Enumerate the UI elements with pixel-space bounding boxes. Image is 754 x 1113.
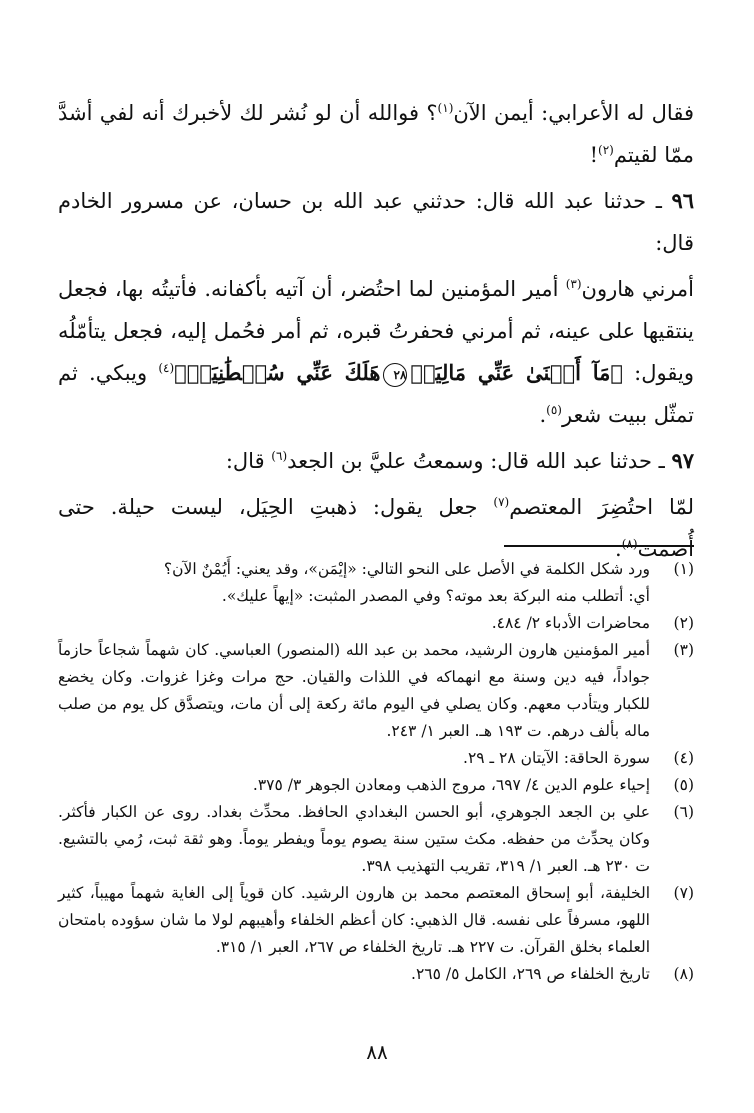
paragraph-97 bbox=[58, 440, 694, 482]
footnote-number: (٨) bbox=[673, 965, 694, 983]
footnote-5 bbox=[58, 772, 694, 799]
quran-verse: هَلَكَ عَنِّي سُلۡطَٰنِيَهۡ﴾ bbox=[174, 360, 381, 385]
footnote-number: (١) bbox=[673, 560, 694, 578]
quran-verse: ﴿مَآ أَغۡنَىٰ عَنِّي مَالِيَهۡ bbox=[410, 360, 623, 385]
footnote-number: (٧) bbox=[673, 884, 694, 902]
footnote-text: علي بن الجعد الجوهري، أبو الحسن البغدادي الحافظ. محدِّث بغداد. روى عن الكبار فأكثر. وكان يحدِّث من حفظه. مكث ستين سنة يصوم يوماً ويفطر يوماً. وهو ثقة ثبت، رُمي بالتشيع. ت ٢٣٠ هـ. العبر ١/ ٣١٩، تقريب التهذيب ٣٩٨. bbox=[58, 803, 650, 875]
text-run: ـ حدثنا عبد الله قال: حدثني عبد الله بن حسان، عن مسرور الخادم قال: bbox=[58, 189, 694, 255]
footnote-ref-5[interactable]: (٥) bbox=[546, 403, 562, 417]
text-run: أمرني هارون bbox=[581, 277, 694, 301]
text-run: قال: bbox=[225, 449, 272, 473]
footnote-2 bbox=[58, 610, 694, 637]
footnote-ref-4[interactable]: (٤) bbox=[158, 361, 175, 375]
text-run: أمير المؤمنين لما احتُضر، أن آتيه بأكفانه. فأتيتُه بها، فجعل ينتقيها على عينه، ثم أمرني فحفرتُ قبره، ثم أمر فحُمل إليه، فجعل يتأمّلُه ويقول: bbox=[58, 277, 694, 385]
footnote-text: الخليفة، أبو إسحاق المعتصم محمد بن هارون الرشيد. كان قوياً إلى الغاية شهماً مهيباً، كثير اللهو، مسرفاً على نفسه. قال الذهبي: كان أعظم الخلفاء وأهيبهم لولا ما شان سؤوده بامتحان العلماء بخلق القرآن. ت ٢٢٧ هـ. تاريخ الخلفاء ص ٢٦٧، العبر ١/ ٣١٥. bbox=[58, 884, 650, 956]
footnote-ref-2[interactable]: (٢) bbox=[598, 143, 614, 157]
page-number: ٨٨ bbox=[366, 1040, 388, 1064]
footnote-ref-6[interactable]: (٦) bbox=[271, 449, 288, 463]
footnote-4 bbox=[58, 745, 694, 772]
footnote-text: محاضرات الأدباء ٢/ ٤٨٤. bbox=[491, 614, 650, 632]
footnote-text: سورة الحاقة: الآيتان ٢٨ ـ ٢٩. bbox=[463, 749, 650, 767]
footnote-number: (٦) bbox=[673, 803, 694, 821]
text-run: ؟ فوالله أن لو نُشر لك لأخبرك أنه لفي أشدَّ ممّا لقيتم bbox=[58, 101, 694, 167]
footnote-separator bbox=[504, 545, 694, 547]
main-text bbox=[58, 92, 694, 570]
text-run: . bbox=[615, 537, 622, 561]
footnote-ref-1[interactable]: (١) bbox=[437, 101, 454, 115]
footnote-number: (٣) bbox=[673, 641, 694, 659]
footnote-ref-8[interactable]: (٨) bbox=[621, 537, 638, 551]
narration-number: ٩٦ bbox=[671, 188, 694, 213]
text-run: لمّا احتُضِرَ المعتصم bbox=[509, 495, 694, 519]
footnote-text: تاريخ الخلفاء ص ٢٦٩، الكامل ٥/ ٢٦٥. bbox=[411, 965, 650, 983]
footnote-line: أي: أتطلب منه البركة بعد موته؟ وفي المصدر المثبت: «إيهاً عليك». bbox=[221, 587, 650, 605]
footnote-6 bbox=[58, 799, 694, 880]
text-run: ويبكي. ثم تمثّل ببيت شعر bbox=[58, 361, 694, 427]
paragraph-96 bbox=[58, 180, 694, 264]
footnote-8 bbox=[58, 961, 694, 988]
paragraph-3 bbox=[58, 268, 694, 436]
text-run: ـ حدثنا عبد الله قال: وسمعتُ عليَّ بن الجعد bbox=[287, 449, 672, 473]
page-body bbox=[58, 92, 694, 570]
text-run: ! bbox=[589, 143, 599, 167]
footnote-number: (٥) bbox=[673, 776, 694, 794]
footnote-ref-7[interactable]: (٧) bbox=[493, 495, 510, 509]
footnote-line: ورد شكل الكلمة في الأصل على النحو التالي: «إيْمَن»، وقد يعني: أَيُمْنٌ الآن؟ bbox=[163, 560, 650, 578]
footnote-3 bbox=[58, 637, 694, 745]
footnote-text: أمير المؤمنين هارون الرشيد، محمد بن عبد الله (المنصور) العباسي. كان شهماً شجاعاً حازماً جواداً، فيه دين وسنة مع انهماكه في اللذات والقيان. حج مرات وغزا غزوات. وكان يخضع للكبار ويتأدب معهم. وكان يصلي في اليوم مائة ركعة إلى أن مات، ويتصدَّق كل يوم من صلب ماله بألف درهم. ت ١٩٣ هـ. العبر ١/ ٢٤٣. bbox=[58, 641, 650, 740]
text-run: . bbox=[539, 403, 547, 427]
paragraph-1 bbox=[58, 92, 694, 176]
text-run: جعل يقول: ذهبتِ الحِيَل، ليست حيلة. حتى أُصمت bbox=[58, 495, 694, 561]
footnote-text bbox=[58, 556, 650, 610]
footnote-number: (٢) bbox=[673, 614, 694, 632]
footnote-ref-3[interactable]: (٣) bbox=[565, 277, 582, 291]
footnotes bbox=[58, 556, 694, 988]
narration-number: ٩٧ bbox=[671, 448, 694, 473]
footnote-number: (٤) bbox=[673, 749, 694, 767]
footnote-1 bbox=[58, 556, 694, 610]
ayah-number-marker: ٢٨ bbox=[383, 363, 407, 387]
text-run: فقال له الأعرابي: أيمن الآن bbox=[453, 101, 694, 125]
footnote-7 bbox=[58, 880, 694, 961]
footnote-text: إحياء علوم الدين ٤/ ٦٩٧، مروج الذهب ومعادن الجوهر ٣/ ٣٧٥. bbox=[252, 776, 650, 794]
